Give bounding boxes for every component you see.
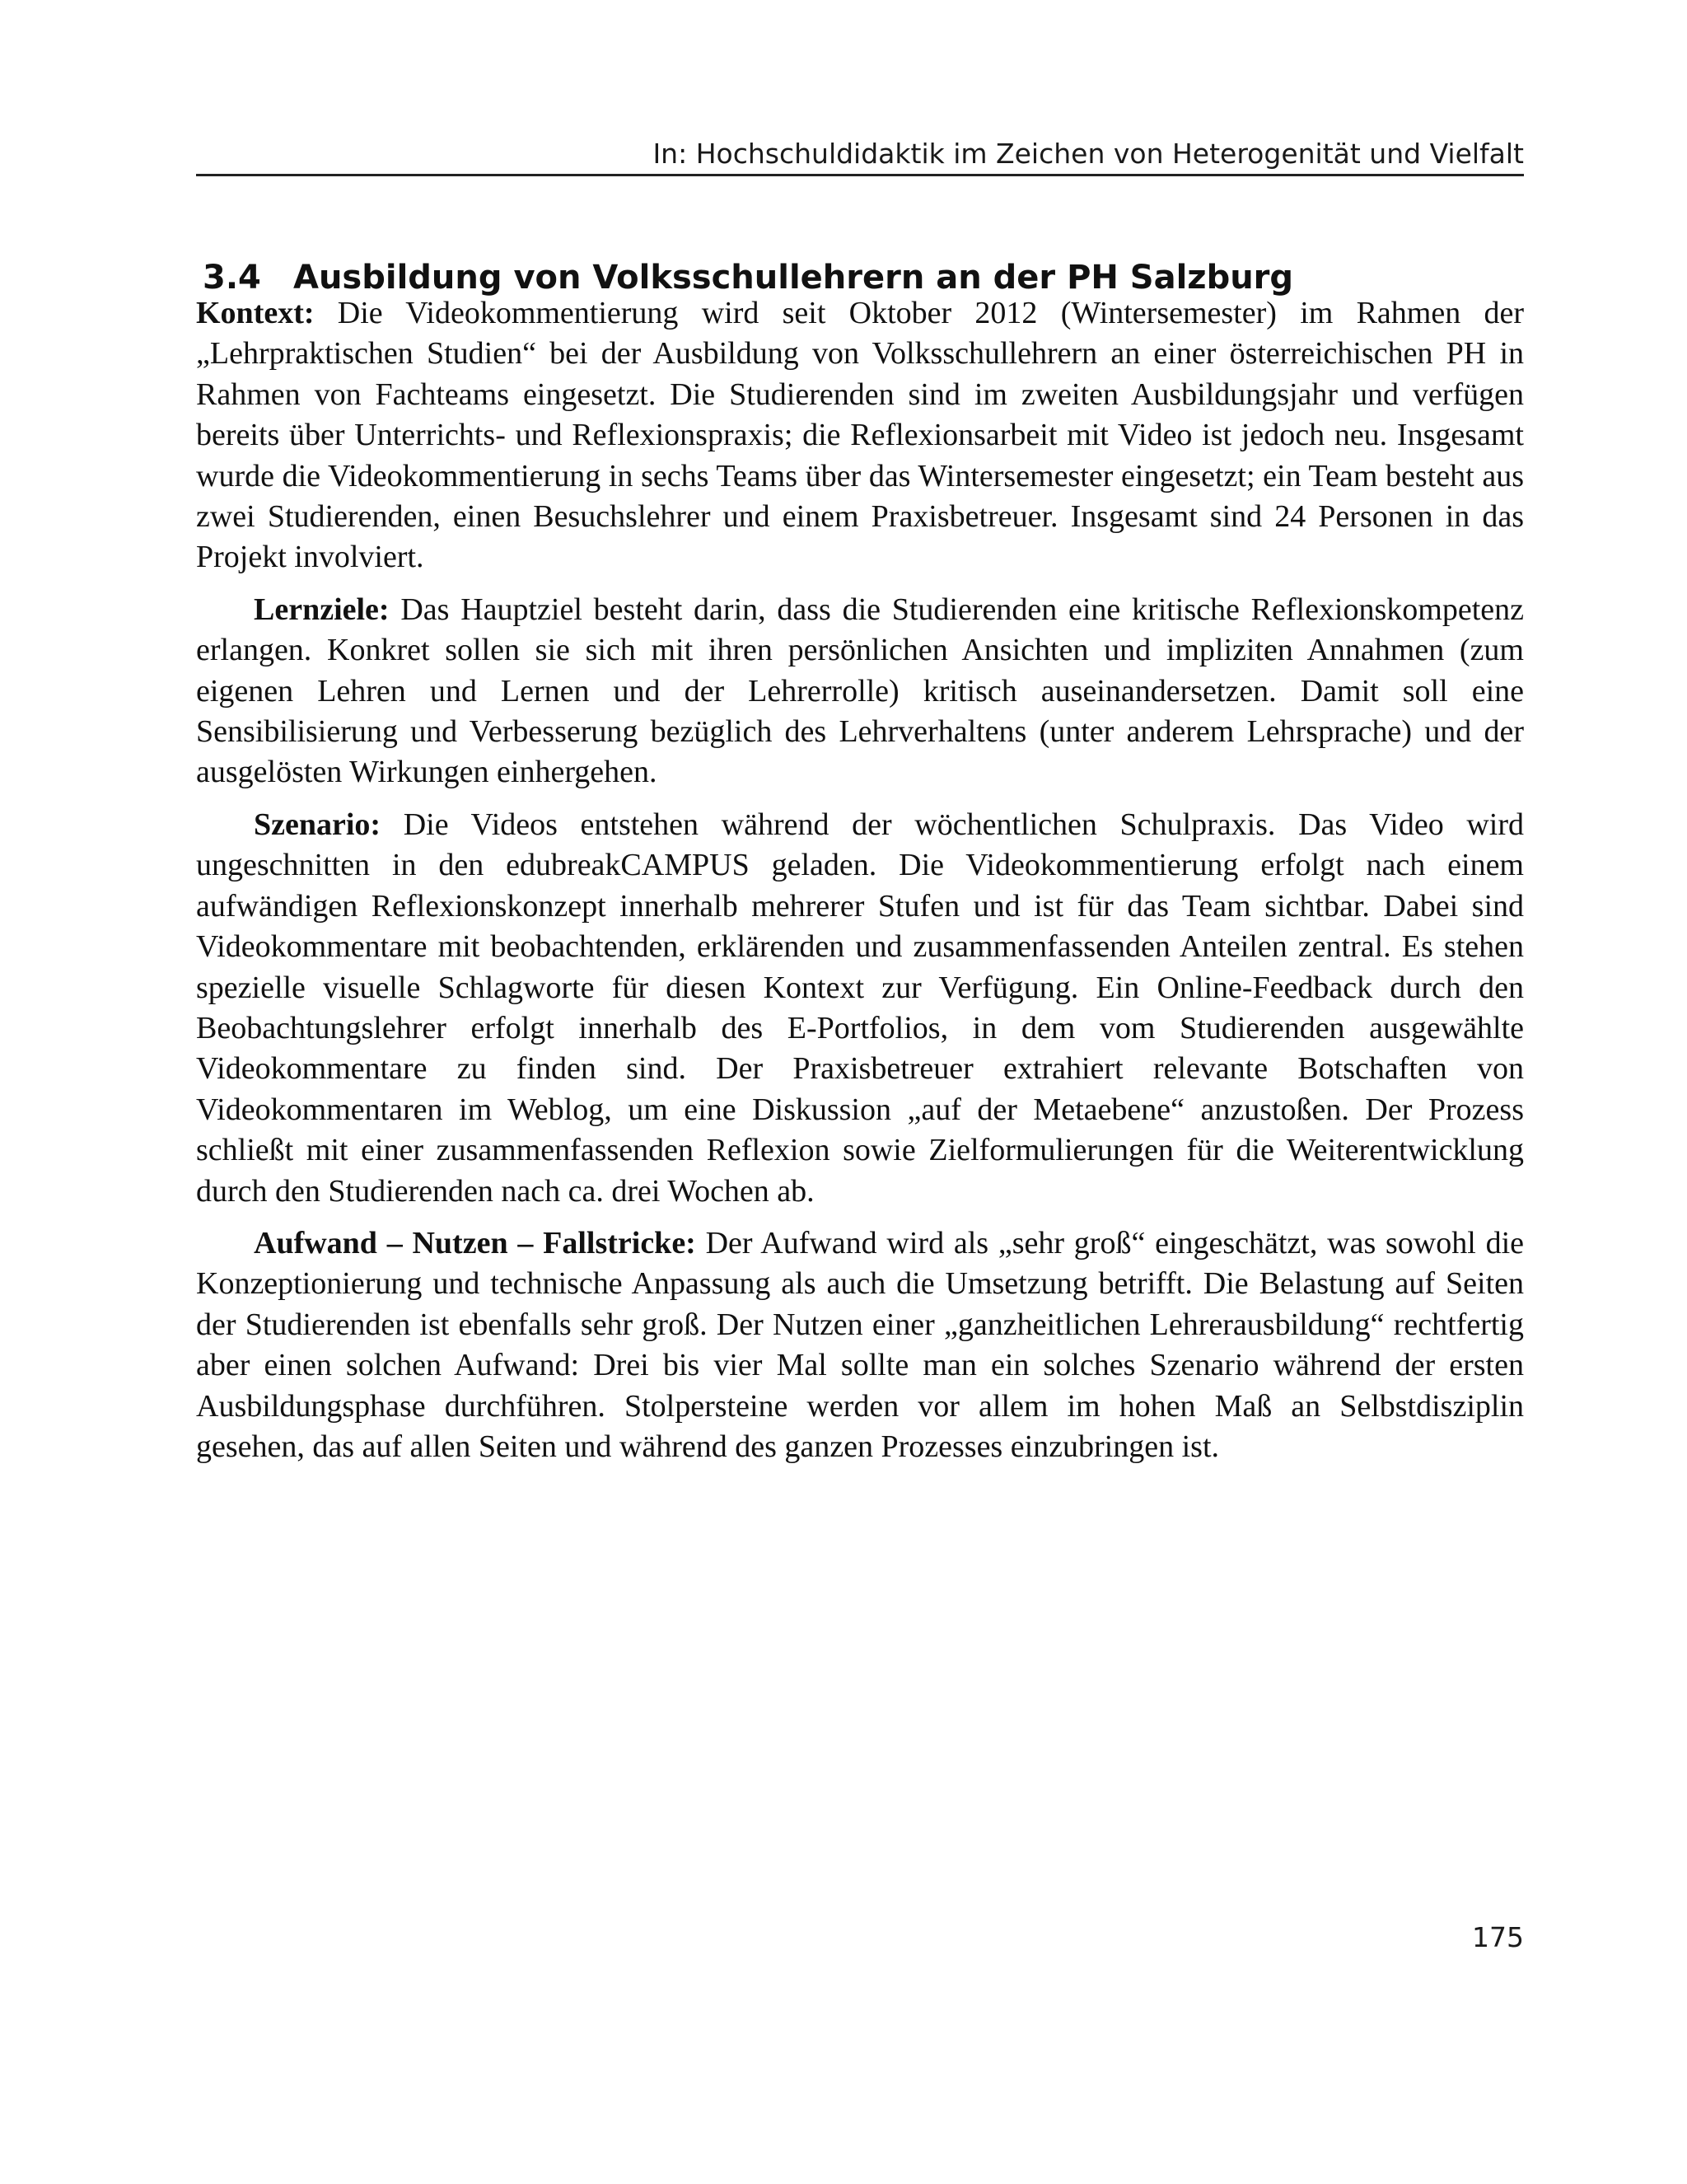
running-header: In: Hochschuldidaktik im Zeichen von Heterogenität und Vielfalt [652, 138, 1524, 170]
paragraph-label: Lernziele: [254, 592, 390, 627]
header-rule [196, 174, 1524, 176]
paragraph-label: Kontext: [196, 296, 315, 330]
paragraph-label: Aufwand – Nutzen – Fallstricke: [254, 1225, 696, 1260]
paragraph-text: Die Videokommentierung wird seit Oktober 2012 (Wintersemester) im Rahmen der „Lehrpraktischen Studien“ bei der Ausbildung von Volksschullehrern an einer österreichischen PH in Rahmen von Fachteams eingesetzt. Die Studierenden sind im zweiten Ausbildungsjahr und verfügen bereits über Unterrichts- und Reflexionspraxis; die Reflexionsarbeit mit Video ist jedoch neu. Insgesamt wurde die Videokommentierung in sechs Teams über das Wintersemester eingesetzt; ein Team besteht aus zwei Studierenden, einen Besuchslehrer und einem Praxisbetreuer. Insgesamt sind 24 Personen in das Projekt involviert. [196, 296, 1524, 575]
paragraph-lernziele [196, 590, 1524, 793]
paragraph-label: Szenario: [254, 807, 381, 842]
page-number: 175 [1472, 1921, 1524, 1953]
paragraph-kontext [196, 293, 1524, 578]
paragraph-szenario [196, 805, 1524, 1212]
paragraph-aufwand [196, 1223, 1524, 1467]
section-number: 3.4 [203, 259, 261, 297]
paragraph-text: Das Hauptziel besteht darin, dass die Studierenden eine kritische Reflexionskompetenz erlangen. Konkret sollen sie sich mit ihren persönlichen Ansichten und impliziten Annahmen (zum eigenen Lehren und Lernen und der Lehrerrolle) kritisch auseinandersetzen. Damit soll eine Sensibilisierung und Verbesserung bezüglich des Lehrverhaltens (unter anderem Lehrsprache) und der ausgelösten Wirkungen einhergehen. [196, 592, 1524, 790]
section-title: Ausbildung von Volksschullehrern an der PH Salzburg [293, 259, 1294, 297]
paragraph-text: Der Aufwand wird als „sehr groß“ eingeschätzt, was sowohl die Konzeptionierung und technische Anpassung als auch die Umsetzung betrifft. Die Belastung auf Seiten der Studierenden ist ebenfalls sehr groß. Der Nutzen einer „ganzheitlichen Lehrerausbildung“ rechtfertig aber einen solchen Aufwand: Drei bis vier Mal sollte man ein solches Szenario während der ersten Ausbildungsphase durchführen. Stolpersteine werden vor allem im hohen Maß an Selbstdisziplin gesehen, das auf allen Seiten und während des ganzen Prozesses einzubringen ist. [196, 1225, 1524, 1464]
paragraph-text: Die Videos entstehen während der wöchentlichen Schulpraxis. Das Video wird ungeschnitten in den edubreakCAMPUS geladen. Die Videokommentierung erfolgt nach einem aufwändigen Reflexionskonzept innerhalb mehrerer Stufen und ist für das Team sichtbar. Dabei sind Videokommentare mit beobachtenden, erklärenden und zusammenfassenden Anteilen zentral. Es stehen spezielle visuelle Schlagworte für diesen Kontext zur Verfügung. Ein Online-Feedback durch den Beobachtungslehrer erfolgt innerhalb des E-Portfolios, in dem vom Studierenden ausgewählte Videokommentare zu finden sind. Der Praxisbetreuer extrahiert relevante Botschaften von Videokommentaren im Weblog, um eine Diskussion „auf der Metaebene“ anzustoßen. Der Prozess schließt mit einer zusammenfassenden Reflexion sowie Zielformulierungen für die Weiterentwicklung durch den Studierenden nach ca. drei Wochen ab. [196, 807, 1524, 1209]
body-text [196, 293, 1524, 1479]
